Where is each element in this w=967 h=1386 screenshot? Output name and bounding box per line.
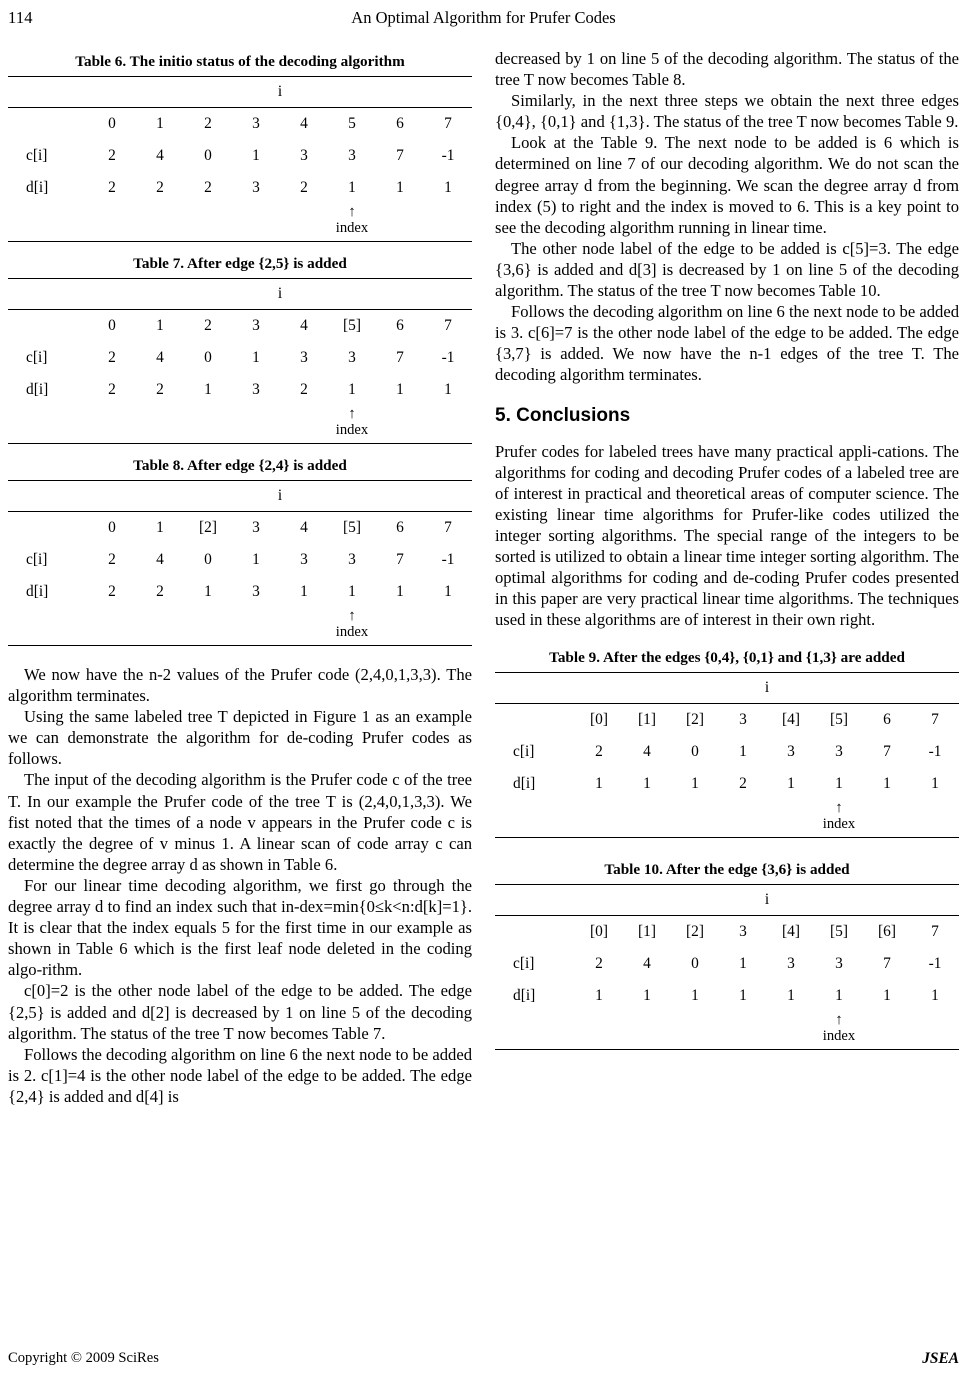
table-7-index-cell: 1 [156,317,164,334]
table-10-d-cell: 1 [883,987,891,1005]
table-10-d-cell: 1 [835,987,843,1005]
table-10-d-cell: 1 [739,987,747,1005]
table-9-c-cell: 3 [835,743,843,761]
table-row [8,342,472,374]
table-7-caption: Table 7. After edge {2,5} is added [133,255,347,272]
table-7-d-cell: 1 [444,381,452,398]
table-10-index-cell: [1] [638,923,656,941]
table-8-index-cell: [2] [199,519,217,536]
table-6-index-cell: 0 [108,115,116,132]
table-8-c-cell: -1 [441,551,455,568]
table-10-c-cell: 0 [691,955,699,973]
index-pointer-label: index [335,624,369,640]
table-6-c-cell: 2 [108,147,116,164]
table-10 [495,884,959,1050]
table-10-index-cell: [0] [590,923,608,941]
table-7-c-cell: 3 [300,349,308,366]
table-10-index-cell: [6] [878,923,896,941]
table-9-c-cell: 7 [883,743,891,761]
table-10-index-cell: 3 [739,923,747,941]
paragraph: Prufer codes for labeled trees have many practical appli-cations. The algorithms for coding and decoding Prufer codes of a labeled tree are of interest in practical and theoretical areas of computer science. The existing linear time algorithms for Prufer-like codes utilized the integer sorting algorithms. The special range of the integers to be sorted is utilized to obtain a linear time integer sorting algorithm. The optimal algorithms for coding and de-coding Prufer codes presented in this paper are very practical linear time algorithms. The techniques used in these algorithms are of interest in their own right. [495,441,959,630]
table-7-d-cell: 2 [108,381,116,398]
table-8-d-cell: 1 [300,583,308,600]
table-9-index-cell: [1] [638,711,656,729]
table-6-c-cell: 1 [252,147,260,164]
table-8-d-cell: 1 [396,583,404,600]
table-10-d-cell: 1 [787,987,795,1005]
table-9-c-cell: 1 [739,743,747,761]
table-8-index-cell: 1 [156,519,164,536]
table-6-c-cell: 7 [396,147,404,164]
table-10-d-label: d[i] [513,987,536,1005]
paragraph: Similarly, in the next three steps we obtain the next three edges {0,4}, {0,1} and {1,3}. The status of the tree T now becomes Table 9. [495,91,959,132]
table-9-d-cell: 1 [931,775,939,793]
table-7-index-cell: 3 [252,317,260,334]
table-7-index-pointer [328,406,376,444]
table-6-d-cell: 2 [108,179,116,196]
table-8-index-cell: 4 [300,519,308,536]
table-row [495,736,959,768]
table-7-c-label: c[i] [26,349,48,366]
table-10-c-cell: 1 [739,955,747,973]
table-9-index-cell: [0] [590,711,608,729]
table-row [8,374,472,406]
table-10-block [495,856,959,1050]
table-8-index-cell: 7 [444,519,452,536]
table-7-d-cell: 2 [300,381,308,398]
index-arrow-icon: ↑ [835,800,843,817]
table-9-i-header: i [575,673,959,704]
table-9-c-cell: 0 [691,743,699,761]
table-8-c-cell: 1 [252,551,260,568]
index-pointer-label: index [822,816,856,833]
table-9-c-cell: 3 [787,743,795,761]
table-9-index-cell: [4] [782,711,800,729]
table-6-d-cell: 1 [444,179,452,196]
table-row [8,406,472,444]
table-10-caption: Table 10. After the edge {3,6} is added [604,861,850,879]
table-10-c-cell: 4 [643,955,651,973]
paragraph: Follows the decoding algorithm on line 6 the next node to be added is 2. c[1]=4 is the other node label of the edge to be added. The edge {2,4} is added and d[4] is [8,1044,472,1106]
table-10-c-cell: 2 [595,955,603,973]
table-7-index-cell: 7 [444,317,452,334]
table-8-index-cell: [5] [343,519,361,536]
table-9-index-cell: 6 [883,711,891,729]
table-8-c-cell: 2 [108,551,116,568]
table-6-c-cell: -1 [441,147,455,164]
page-footer [8,1350,959,1372]
table-10-c-cell: 3 [835,955,843,973]
table-8-c-cell: 3 [300,551,308,568]
table-6-index-rowlabel [8,108,88,141]
table-10-index-cell: [4] [782,923,800,941]
table-row [8,279,472,310]
table-row [8,576,472,608]
table-6-index-cell: 5 [348,115,356,132]
page-number: 114 [8,8,33,27]
table-8-c-label: c[i] [26,551,48,568]
table-7-index-cell: 4 [300,317,308,334]
table-8-index-pointer [328,608,376,646]
table-8-index-cell: 3 [252,519,260,536]
copyright-notice: Copyright © 2009 SciRes [8,1350,159,1366]
table-6-d-cell: 3 [252,179,260,196]
table-row [8,140,472,172]
table-7-d-cell: 3 [252,381,260,398]
table-8-d-cell: 1 [444,583,452,600]
table-10-index-pointer [815,1012,863,1050]
index-pointer-label: index [822,1028,856,1045]
table-10-i-header: i [575,885,959,916]
table-6 [8,76,472,242]
table-6-c-cell: 0 [204,147,212,164]
table-8-d-cell: 1 [348,583,356,600]
table-9-caption: Table 9. After the edges {0,4}, {0,1} and {1,3} are added [549,649,905,667]
table-6-index-cell: 7 [444,115,452,132]
table-9-d-cell: 2 [739,775,747,793]
table-9-d-label: d[i] [513,775,536,793]
table-9-c-cell: -1 [928,743,942,761]
table-7-c-cell: 3 [348,349,356,366]
table-9-index-cell: [5] [830,711,848,729]
table-9-d-cell: 1 [595,775,603,793]
table-8-block [8,452,472,646]
table-10-index-cell: [5] [830,923,848,941]
table-row [495,885,959,916]
table-8-caption: Table 8. After edge {2,4} is added [133,457,347,474]
table-9-index-pointer [815,800,863,838]
table-row [8,77,472,108]
table-7-c-cell: 7 [396,349,404,366]
table-7-d-cell: 2 [156,381,164,398]
table-row [495,948,959,980]
table-9 [495,672,959,838]
table-7-d-label: d[i] [26,381,49,398]
table-10-index-cell: [2] [686,923,704,941]
running-head [0,8,967,34]
right-column [495,48,959,1326]
paragraph: For our linear time decoding algorithm, we first go through the degree array d to find an index such that in-dex=min{0≤k<n:d[k]=1}. It is clear that the index equals 5 for the first time in our example as shown in Table 6 which is the first leaf node deleted in the coding algo-rithm. [8,875,472,980]
table-7 [8,278,472,444]
table-8-d-cell: 2 [156,583,164,600]
table-8-d-cell: 1 [204,583,212,600]
table-8-c-cell: 0 [204,551,212,568]
table-row [8,172,472,204]
table-6-blank-cell [8,77,88,108]
table-8-c-cell: 4 [156,551,164,568]
table-6-index-cell: 4 [300,115,308,132]
table-10-d-cell: 1 [931,987,939,1005]
table-9-d-cell: 1 [883,775,891,793]
table-8-i-header: i [88,481,472,512]
table-8-d-cell: 3 [252,583,260,600]
table-8-c-cell: 3 [348,551,356,568]
table-row [495,800,959,838]
section-heading-conclusions: 5. Conclusions [495,404,631,426]
running-title: An Optimal Algorithm for Prufer Codes [351,8,616,27]
paragraph: The input of the decoding algorithm is the Prufer code c of the tree T. In our example the Prufer code of the tree T is (2,4,0,1,3,3). We fist noted that the times of a node v appears in the Prufer code c is exactly the degree of v minus 1. A linear scan of code array c can determine the degree array d as shown in Table 6. [8,770,472,874]
table-9-index-cell: 3 [739,711,747,729]
table-7-c-cell: 4 [156,349,164,366]
table-10-d-cell: 1 [691,987,699,1005]
table-8-d-label: d[i] [26,583,49,600]
paragraph: Look at the Table 9. The next node to be added is 6 which is determined on line 7 of our decoding algorithm. We do not scan the degree array d from the beginning. We scan the degree array d from index (5) to right and the index is moved to 6. This is a key point to see the decoding algorithm running in linear time. [495,133,959,237]
table-8-index-cell: 6 [396,519,404,536]
table-row [495,980,959,1012]
table-7-index-cell: 2 [204,317,212,334]
table-7-c-cell: -1 [441,349,455,366]
table-10-d-cell: 1 [595,987,603,1005]
index-arrow-icon: ↑ [348,204,356,220]
table-row [8,544,472,576]
table-7-index-cell: 0 [108,317,116,334]
table-6-index-cell: 6 [396,115,404,132]
paragraph: Using the same labeled tree T depicted in Figure 1 as an example we can demonstrate the algorithm for de-coding Prufer codes as follows. [8,707,472,769]
table-6-block [8,48,472,242]
table-8 [8,480,472,646]
table-10-c-cell: 7 [883,955,891,973]
paragraph: We now have the n-2 values of the Prufer code (2,4,0,1,3,3). The algorithm terminates. [8,665,472,706]
journal-abbreviation: JSEA [922,1350,959,1367]
table-9-index-cell: 7 [931,711,939,729]
table-7-c-cell: 0 [204,349,212,366]
table-6-c-label: c[i] [26,147,48,164]
table-6-c-cell: 3 [300,147,308,164]
index-arrow-icon: ↑ [835,1012,843,1029]
left-column [8,48,472,1326]
table-9-c-cell: 4 [643,743,651,761]
paragraph: The other node label of the edge to be added is c[5]=3. The edge {3,6} is added and d[3] is decreased by 1 on line 5 of the decoding algorithm. The status of the tree T now becomes Table 10. [495,238,959,301]
table-row [495,768,959,800]
table-6-index-cell: 2 [204,115,212,132]
table-7-index-cell: [5] [343,317,361,334]
index-arrow-icon: ↑ [348,406,356,422]
table-8-c-cell: 7 [396,551,404,568]
table-9-c-label: c[i] [513,743,535,761]
table-row [495,1012,959,1050]
table-9-d-cell: 1 [787,775,795,793]
table-10-c-label: c[i] [513,955,535,973]
table-6-index-cell: 1 [156,115,164,132]
index-pointer-label: index [335,220,369,236]
index-arrow-icon: ↑ [348,608,356,624]
table-9-index-cell: [2] [686,711,704,729]
table-row [495,916,959,949]
table-6-d-cell: 1 [348,179,356,196]
table-row [8,204,472,242]
table-6-c-cell: 4 [156,147,164,164]
table-8-d-cell: 2 [108,583,116,600]
table-9-d-cell: 1 [643,775,651,793]
table-7-c-cell: 2 [108,349,116,366]
table-6-d-cell: 1 [396,179,404,196]
table-6-index-cell: 3 [252,115,260,132]
paragraph: c[0]=2 is the other node label of the edge to be added. The edge {2,5} is added and d[2] is decreased by 1 on line 5 of the decoding algorithm. The status of the tree T now becomes Table 7. [8,981,472,1043]
table-6-d-cell: 2 [204,179,212,196]
table-row [8,310,472,343]
table-6-d-cell: 2 [300,179,308,196]
table-6-c-cell: 3 [348,147,356,164]
table-8-index-cell: 0 [108,519,116,536]
table-10-index-cell: 7 [931,923,939,941]
two-column-body [8,48,959,1326]
table-7-d-cell: 1 [204,381,212,398]
table-9-d-cell: 1 [835,775,843,793]
table-7-i-header: i [88,279,472,310]
table-row [8,108,472,141]
table-7-index-cell: 6 [396,317,404,334]
paragraph: Follows the decoding algorithm on line 6 the next node to be added is 3. c[6]=7 is the other node label of the edge to be added. The edge {3,7} is added. We now have the n-1 edges of the tree T. The decoding algorithm terminates. [495,302,959,385]
table-row [8,512,472,545]
table-10-d-cell: 1 [643,987,651,1005]
table-7-block [8,250,472,444]
table-9-c-cell: 2 [595,743,603,761]
table-6-d-cell: 2 [156,179,164,196]
table-7-d-cell: 1 [348,381,356,398]
table-6-index-pointer [328,204,376,242]
table-row [8,608,472,646]
table-6-caption: Table 6. The initio status of the decoding algorithm [75,53,405,70]
table-10-c-cell: 3 [787,955,795,973]
table-7-c-cell: 1 [252,349,260,366]
table-row [495,704,959,737]
index-pointer-label: index [335,422,369,438]
table-10-c-cell: -1 [928,955,942,973]
table-6-i-header: i [88,77,472,108]
table-9-block [495,644,959,838]
table-9-d-cell: 1 [691,775,699,793]
table-row [8,481,472,512]
table-row [495,673,959,704]
table-7-d-cell: 1 [396,381,404,398]
paragraph: decreased by 1 on line 5 of the decoding algorithm. The status of the tree T now becomes Table 8. [495,49,959,90]
table-6-d-label: d[i] [26,179,49,196]
